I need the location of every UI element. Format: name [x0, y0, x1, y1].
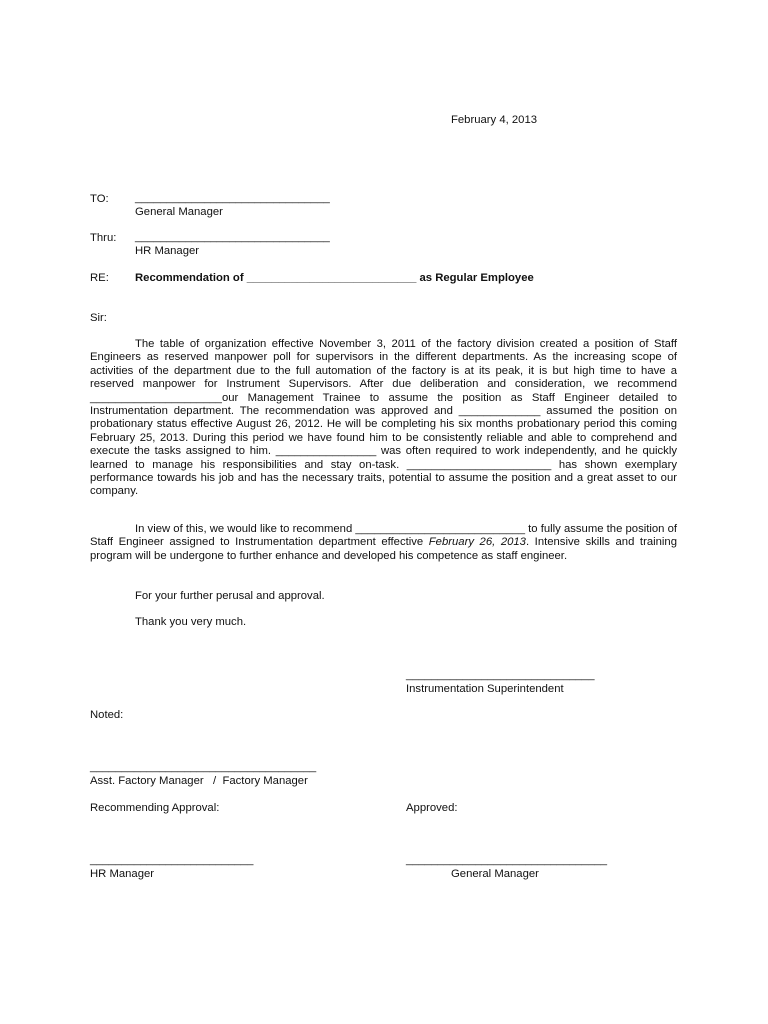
superintendent-title: Instrumentation Superintendent	[406, 683, 564, 695]
body-paragraph-1: The table of organization effective November 3, 2011 of the factory division created a position of Staff Engineers as reserved manpower poll for supervisors in the different departments. As the increasing scope of activities of the department due to the full automation of the factory is at its peak, it is but high time to have a reserved manpower for Instrument Supervisors. After due deliberation and consideration, we recommend _____________________our Management Trainee to assume the position as Staff Engineer detailed to Instrumentation department. The recommendation was approved and _____________ assumed the position on probationary status effective August 26, 2012. He will be completing his six months probationary period this coming February 25, 2013. During this period we have found him to be consistently reliable and able to comprehend and execute the tasks assigned to him. ________________ was often required to work independently, and he quickly learned to manage his responsibilities and stay on-task. _______________________ has shown exemplary performance towards his job and has the necessary traits, potential to assume the position and a great asset to our company.	[90, 338, 677, 498]
re-label: RE:	[90, 272, 109, 284]
letter-date: February 4, 2013	[451, 114, 538, 126]
noted-label: Noted:	[90, 709, 124, 721]
hr-title: HR Manager	[90, 868, 155, 880]
recommending-label: Recommending Approval:	[90, 802, 220, 814]
re-subject: Recommendation of ___________________________ as Regular Employee	[135, 272, 534, 284]
hr-signature-line: __________________________	[90, 854, 254, 866]
approved-label: Approved:	[406, 802, 458, 814]
salutation: Sir:	[90, 312, 107, 324]
gm-signature-line: ________________________________	[406, 854, 608, 866]
thru-label: Thru:	[90, 232, 117, 244]
effective-date: February 26, 2013	[428, 536, 526, 549]
gm-title: General Manager	[451, 868, 539, 880]
thru-line: _______________________________	[135, 231, 330, 243]
closing-line-perusal: For your further perusal and approval.	[135, 590, 325, 602]
to-title: General Manager	[135, 206, 223, 218]
thru-title: HR Manager	[135, 245, 200, 257]
noted-signature-line: ____________________________________	[90, 761, 317, 773]
paragraph-2-text-end: . Intensive skills and training program will be undergone to further enhance and developed his competence as staff engineer.	[90, 536, 677, 562]
superintendent-signature-line: ______________________________	[406, 669, 595, 681]
to-line: _______________________________	[135, 192, 330, 204]
body-paragraph-2	[90, 523, 677, 563]
to-label: TO:	[90, 193, 109, 205]
closing-line-thanks: Thank you very much.	[135, 616, 247, 628]
noted-title: Asst. Factory Manager / Factory Manager	[90, 775, 308, 787]
paragraph-2-text-start: In view of this, we would like to recommend ___________________________ to fully assume the position of Staff Engineer assigned to Instrumentation department effective	[90, 523, 677, 549]
